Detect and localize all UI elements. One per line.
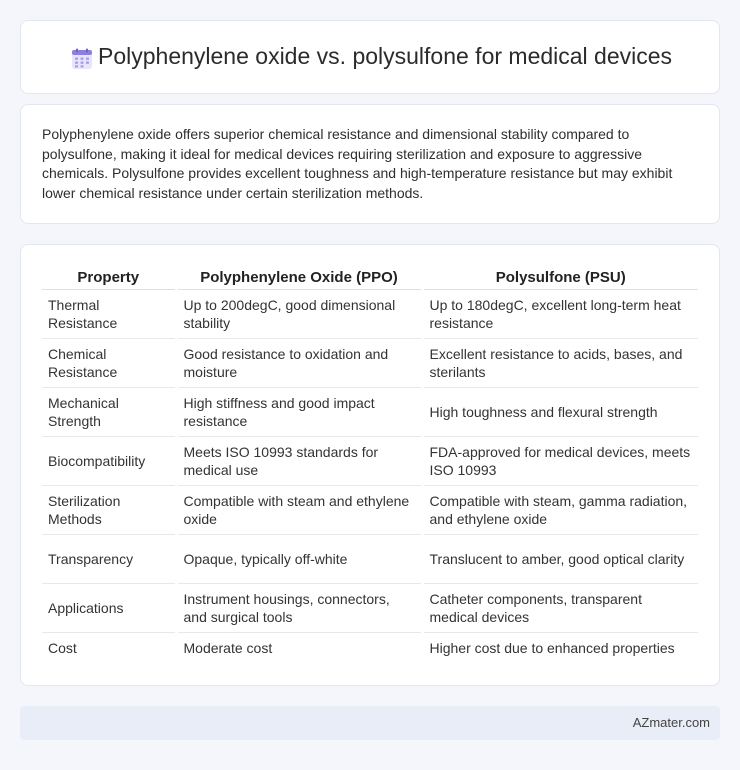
table-header-row <box>42 267 698 289</box>
table-row <box>42 534 698 583</box>
psu-cell: Translucent to amber, good optical clarity <box>422 534 698 583</box>
column-header-property: Property <box>42 267 176 289</box>
psu-cell: Excellent resistance to acids, bases, and sterilants <box>422 338 698 387</box>
calendar-icon <box>71 48 93 70</box>
property-cell: Thermal Resistance <box>42 289 176 338</box>
ppo-cell: Good resistance to oxidation and moisture <box>176 338 422 387</box>
table-row <box>42 436 698 485</box>
property-cell: Applications <box>42 583 176 632</box>
ppo-cell: Up to 200degC, good dimensional stability <box>176 289 422 338</box>
ppo-cell: Instrument housings, connectors, and surgical tools <box>176 583 422 632</box>
ppo-cell: Moderate cost <box>176 632 422 664</box>
page-title: Polyphenylene oxide vs. polysulfone for medical devices <box>98 43 673 69</box>
intro-paragraph: Polyphenylene oxide offers superior chemical resistance and dimensional stability compared to polysulfone, making it ideal for medical devices requiring sterilization and exposure to aggressive chemicals. Polysulfone provides excellent toughness and high-temperature resistance but may exhibit lower chemical resistance under certain sterilization methods. <box>42 126 673 201</box>
title-card <box>20 20 720 94</box>
psu-cell: Compatible with steam, gamma radiation, and ethylene oxide <box>422 485 698 534</box>
intro-card <box>20 104 720 224</box>
table-row <box>42 289 698 338</box>
property-cell: Biocompatibility <box>42 436 176 485</box>
table-row <box>42 485 698 534</box>
table-row <box>42 387 698 436</box>
property-cell: Cost <box>48 640 77 657</box>
psu-cell: Up to 180degC, excellent long-term heat resistance <box>422 289 698 338</box>
property-cell: Sterilization Methods <box>42 485 176 534</box>
ppo-cell: High stiffness and good impact resistance <box>176 387 422 436</box>
column-header-ppo: Polyphenylene Oxide (PPO) <box>176 267 422 289</box>
psu-cell: Catheter components, transparent medical devices <box>422 583 698 632</box>
column-header-psu: Polysulfone (PSU) <box>422 267 698 289</box>
psu-cell: FDA-approved for medical devices, meets ISO 10993 <box>422 436 698 485</box>
psu-cell: High toughness and flexural strength <box>422 387 698 436</box>
footer-bar <box>20 706 720 740</box>
footer-brand: AZmater.com <box>632 715 710 730</box>
ppo-cell: Opaque, typically off-white <box>176 534 422 583</box>
table-row <box>42 583 698 632</box>
comparison-table <box>42 267 698 664</box>
ppo-cell: Compatible with steam and ethylene oxide <box>176 485 422 534</box>
ppo-cell: Meets ISO 10993 standards for medical use <box>176 436 422 485</box>
property-cell: Chemical Resistance <box>42 338 176 387</box>
comparison-table-card <box>20 244 720 686</box>
property-cell: Transparency <box>42 534 176 583</box>
table-row <box>42 632 698 664</box>
property-cell: Mechanical Strength <box>42 387 176 436</box>
table-row <box>42 338 698 387</box>
psu-cell: Higher cost due to enhanced properties <box>422 632 698 664</box>
